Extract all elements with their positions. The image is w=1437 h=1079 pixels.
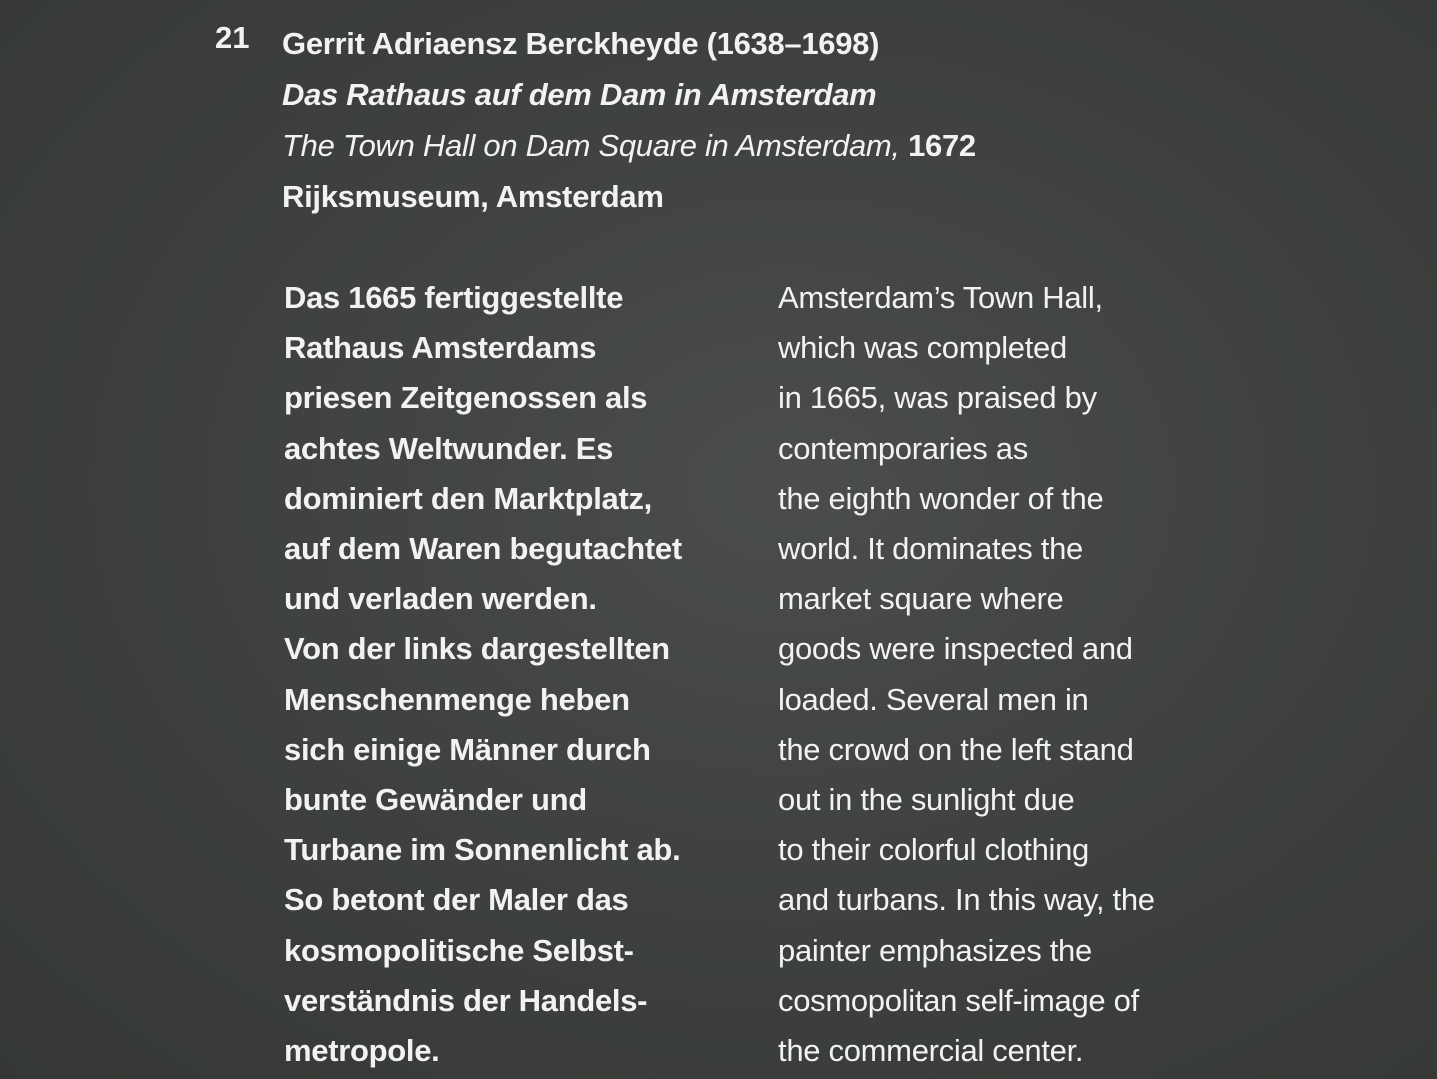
text-line: market square where — [778, 581, 1064, 617]
collection: Rijksmuseum, Amsterdam — [282, 179, 664, 214]
text-line: So betont der Maler das — [284, 882, 629, 918]
title-german: Das Rathaus auf dem Dam in Amsterdam — [282, 77, 877, 112]
text-line: kosmopolitische Selbst- — [284, 932, 634, 968]
text-line: Turbane im Sonnenlicht ab. — [284, 832, 681, 868]
text-line: und verladen werden. — [284, 581, 597, 617]
text-line: cosmopolitan self-image of — [778, 982, 1139, 1018]
text-line: metropole. — [284, 1033, 440, 1069]
text-line: the crowd on the left stand — [778, 731, 1134, 767]
year: 1672 — [908, 128, 976, 163]
text-line: in 1665, was praised by — [778, 380, 1097, 416]
text-line: which was completed — [778, 330, 1067, 366]
text-line: Rathaus Amsterdams — [284, 330, 597, 366]
text-line: Amsterdam’s Town Hall, — [778, 280, 1103, 315]
title-english: The Town Hall on Dam Square in Amsterdam, — [282, 128, 900, 163]
text-line: achtes Weltwunder. Es — [284, 430, 614, 466]
text-line: world. It dominates the — [778, 531, 1083, 567]
text-line: goods were inspected and — [778, 631, 1133, 667]
text-line: the commercial center. — [778, 1033, 1084, 1069]
text-line: priesen Zeitgenossen als — [284, 380, 648, 416]
artist-name: Gerrit Adriaensz Berckheyde (1638–1698) — [282, 26, 880, 61]
text-line: sich einige Männer durch — [284, 731, 651, 767]
text-line: to their colorful clothing — [778, 832, 1089, 868]
text-line: out in the sunlight due — [778, 782, 1075, 818]
text-line: dominiert den Marktplatz, — [284, 480, 652, 516]
text-line: Von der links dargestellten — [284, 631, 670, 667]
label-header — [282, 18, 976, 222]
text-line: painter emphasizes the — [778, 932, 1092, 968]
text-line: Das 1665 fertiggestellte — [284, 280, 624, 315]
text-line: Menschenmenge heben — [284, 681, 630, 717]
text-line: and turbans. In this way, the — [778, 882, 1155, 918]
text-line: contemporaries as — [778, 430, 1028, 466]
text-line: auf dem Waren begutachtet — [284, 531, 682, 567]
text-line: the eighth wonder of the — [778, 480, 1104, 516]
text-line: loaded. Several men in — [778, 681, 1089, 717]
german-text — [284, 273, 682, 1076]
text-line: verständnis der Handels- — [284, 982, 648, 1018]
catalog-number: 21 — [215, 20, 250, 55]
title-english-line — [282, 120, 976, 171]
english-text — [778, 273, 1155, 1076]
text-line: bunte Gewänder und — [284, 782, 587, 818]
